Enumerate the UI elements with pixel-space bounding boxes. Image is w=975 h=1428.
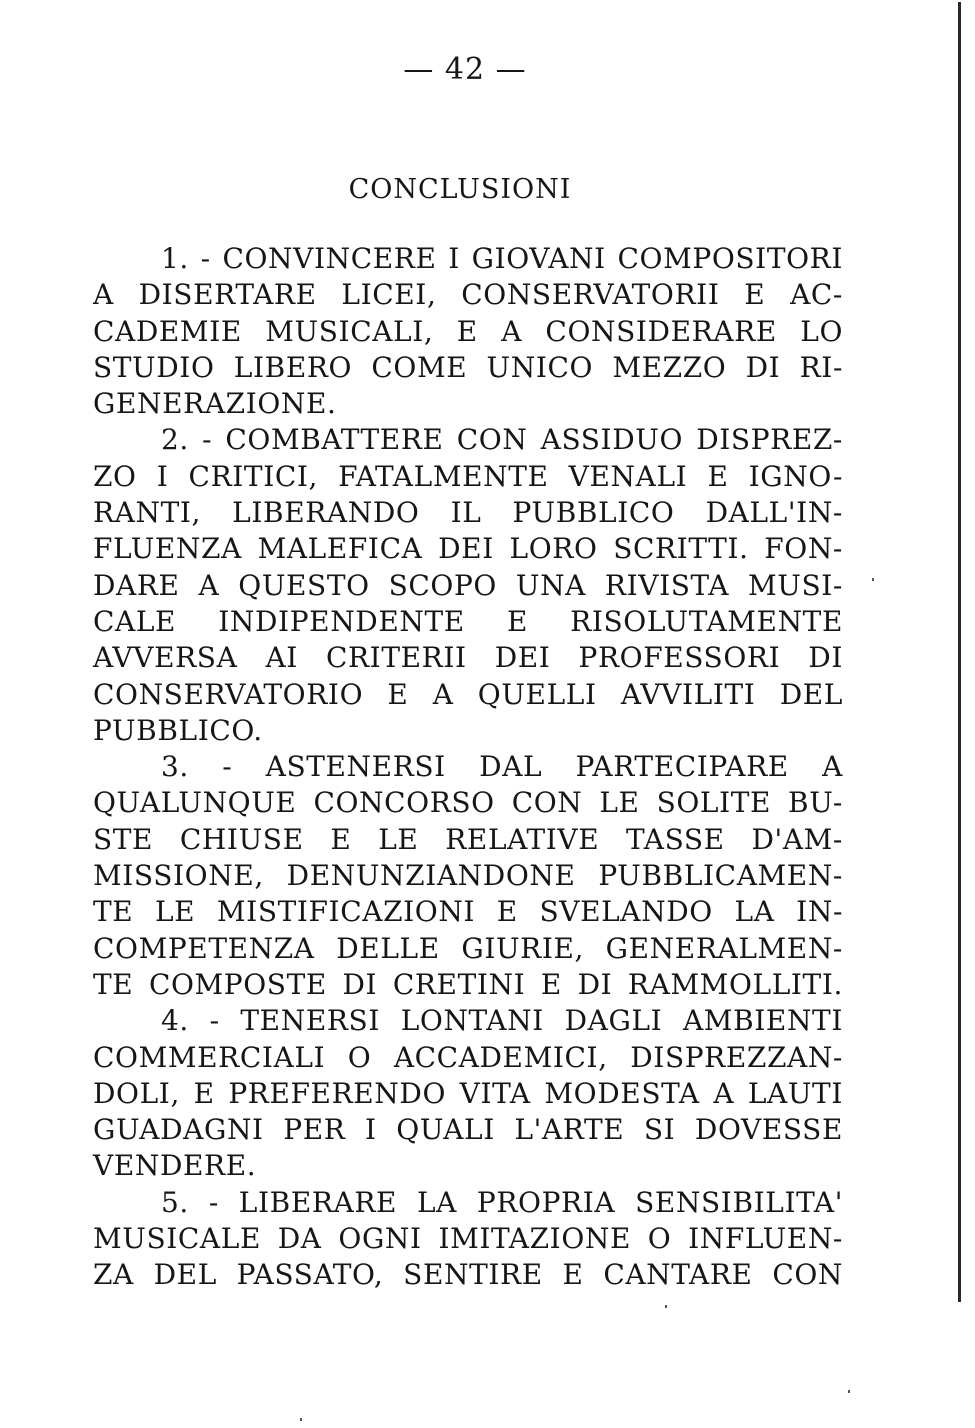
text-line: MISSIONE, DENUNZIANDONE PUBBLICAMEN- [93,859,843,893]
text-line: COMMERCIALI O ACCADEMICI, DISPREZZAN- [93,1040,843,1074]
text-line: 3. - ASTENERSI DAL PARTECIPARE A [161,750,843,784]
text-line: GENERAZIONE. [93,387,337,421]
text-line: FLUENZA MALEFICA DEI LORO SCRITTI. FON- [93,532,843,566]
text-line: DOLI, E PREFERENDO VITA MODESTA A LAUTI [93,1076,843,1110]
text-line: MUSICALE DA OGNI IMITAZIONE O INFLUEN- [93,1222,843,1256]
text-line: 1. - CONVINCERE I GIOVANI COMPOSITORI [161,242,843,275]
ink-speck [665,1305,667,1308]
ink-speck [872,578,874,581]
text-line: AVVERSA AI CRITERII DEI PROFESSORI DI [93,641,843,675]
text-line: TE LE MISTIFICAZIONI E SVELANDO LA IN- [93,895,843,929]
text-line: TE COMPOSTE DI CRETINI E DI RAMMOLLITI. [93,967,843,1001]
text-line: COMPETENZA DELLE GIURIE, GENERALMEN- [93,931,843,965]
text-line: ZA DEL PASSATO, SENTIRE E CANTARE CON [93,1258,843,1292]
ink-speck [848,1390,850,1393]
text-line: RANTI, LIBERANDO IL PUBBLICO DALL'IN- [93,496,843,530]
text-line: VENDERE. [93,1149,257,1183]
text-line: STE CHIUSE E LE RELATIVE TASSE D'AM- [93,822,843,856]
text-line: 5. - LIBERARE LA PROPRIA SENSIBILITA' [161,1185,843,1219]
text-line: CONSERVATORIO E A QUELLI AVVILITI DEL [93,677,843,711]
text-line: CALE INDIPENDENTE E RISOLUTAMENTE [93,604,843,638]
text-line: PUBBLICO. [93,713,263,747]
section-heading: CONCLUSIONI [348,174,572,205]
text-line: STUDIO LIBERO COME UNICO MEZZO DI RI- [93,350,843,384]
text-line: 4. - TENERSI LONTANI DAGLI AMBIENTI [161,1004,843,1038]
text-line: DARE A QUESTO SCOPO UNA RIVISTA MUSI- [93,568,843,602]
ink-speck [300,1418,302,1421]
text-line: A DISERTARE LICEI, CONSERVATORII E AC- [93,278,843,312]
body-text [93,241,843,1294]
text-line: CADEMIE MUSICALI, E A CONSIDERARE LO [93,314,843,348]
text-line: QUALUNQUE CONCORSO CON LE SOLITE BU- [93,786,843,820]
text-line: 2. - COMBATTERE CON ASSIDUO DISPREZ- [161,423,843,457]
page-edge-line [958,2,961,1302]
page-number: — 42 — [403,52,527,87]
text-line: GUADAGNI PER I QUALI L'ARTE SI DOVESSE [93,1113,843,1147]
text-line: ZO I CRITICI, FATALMENTE VENALI E IGNO- [93,459,843,493]
